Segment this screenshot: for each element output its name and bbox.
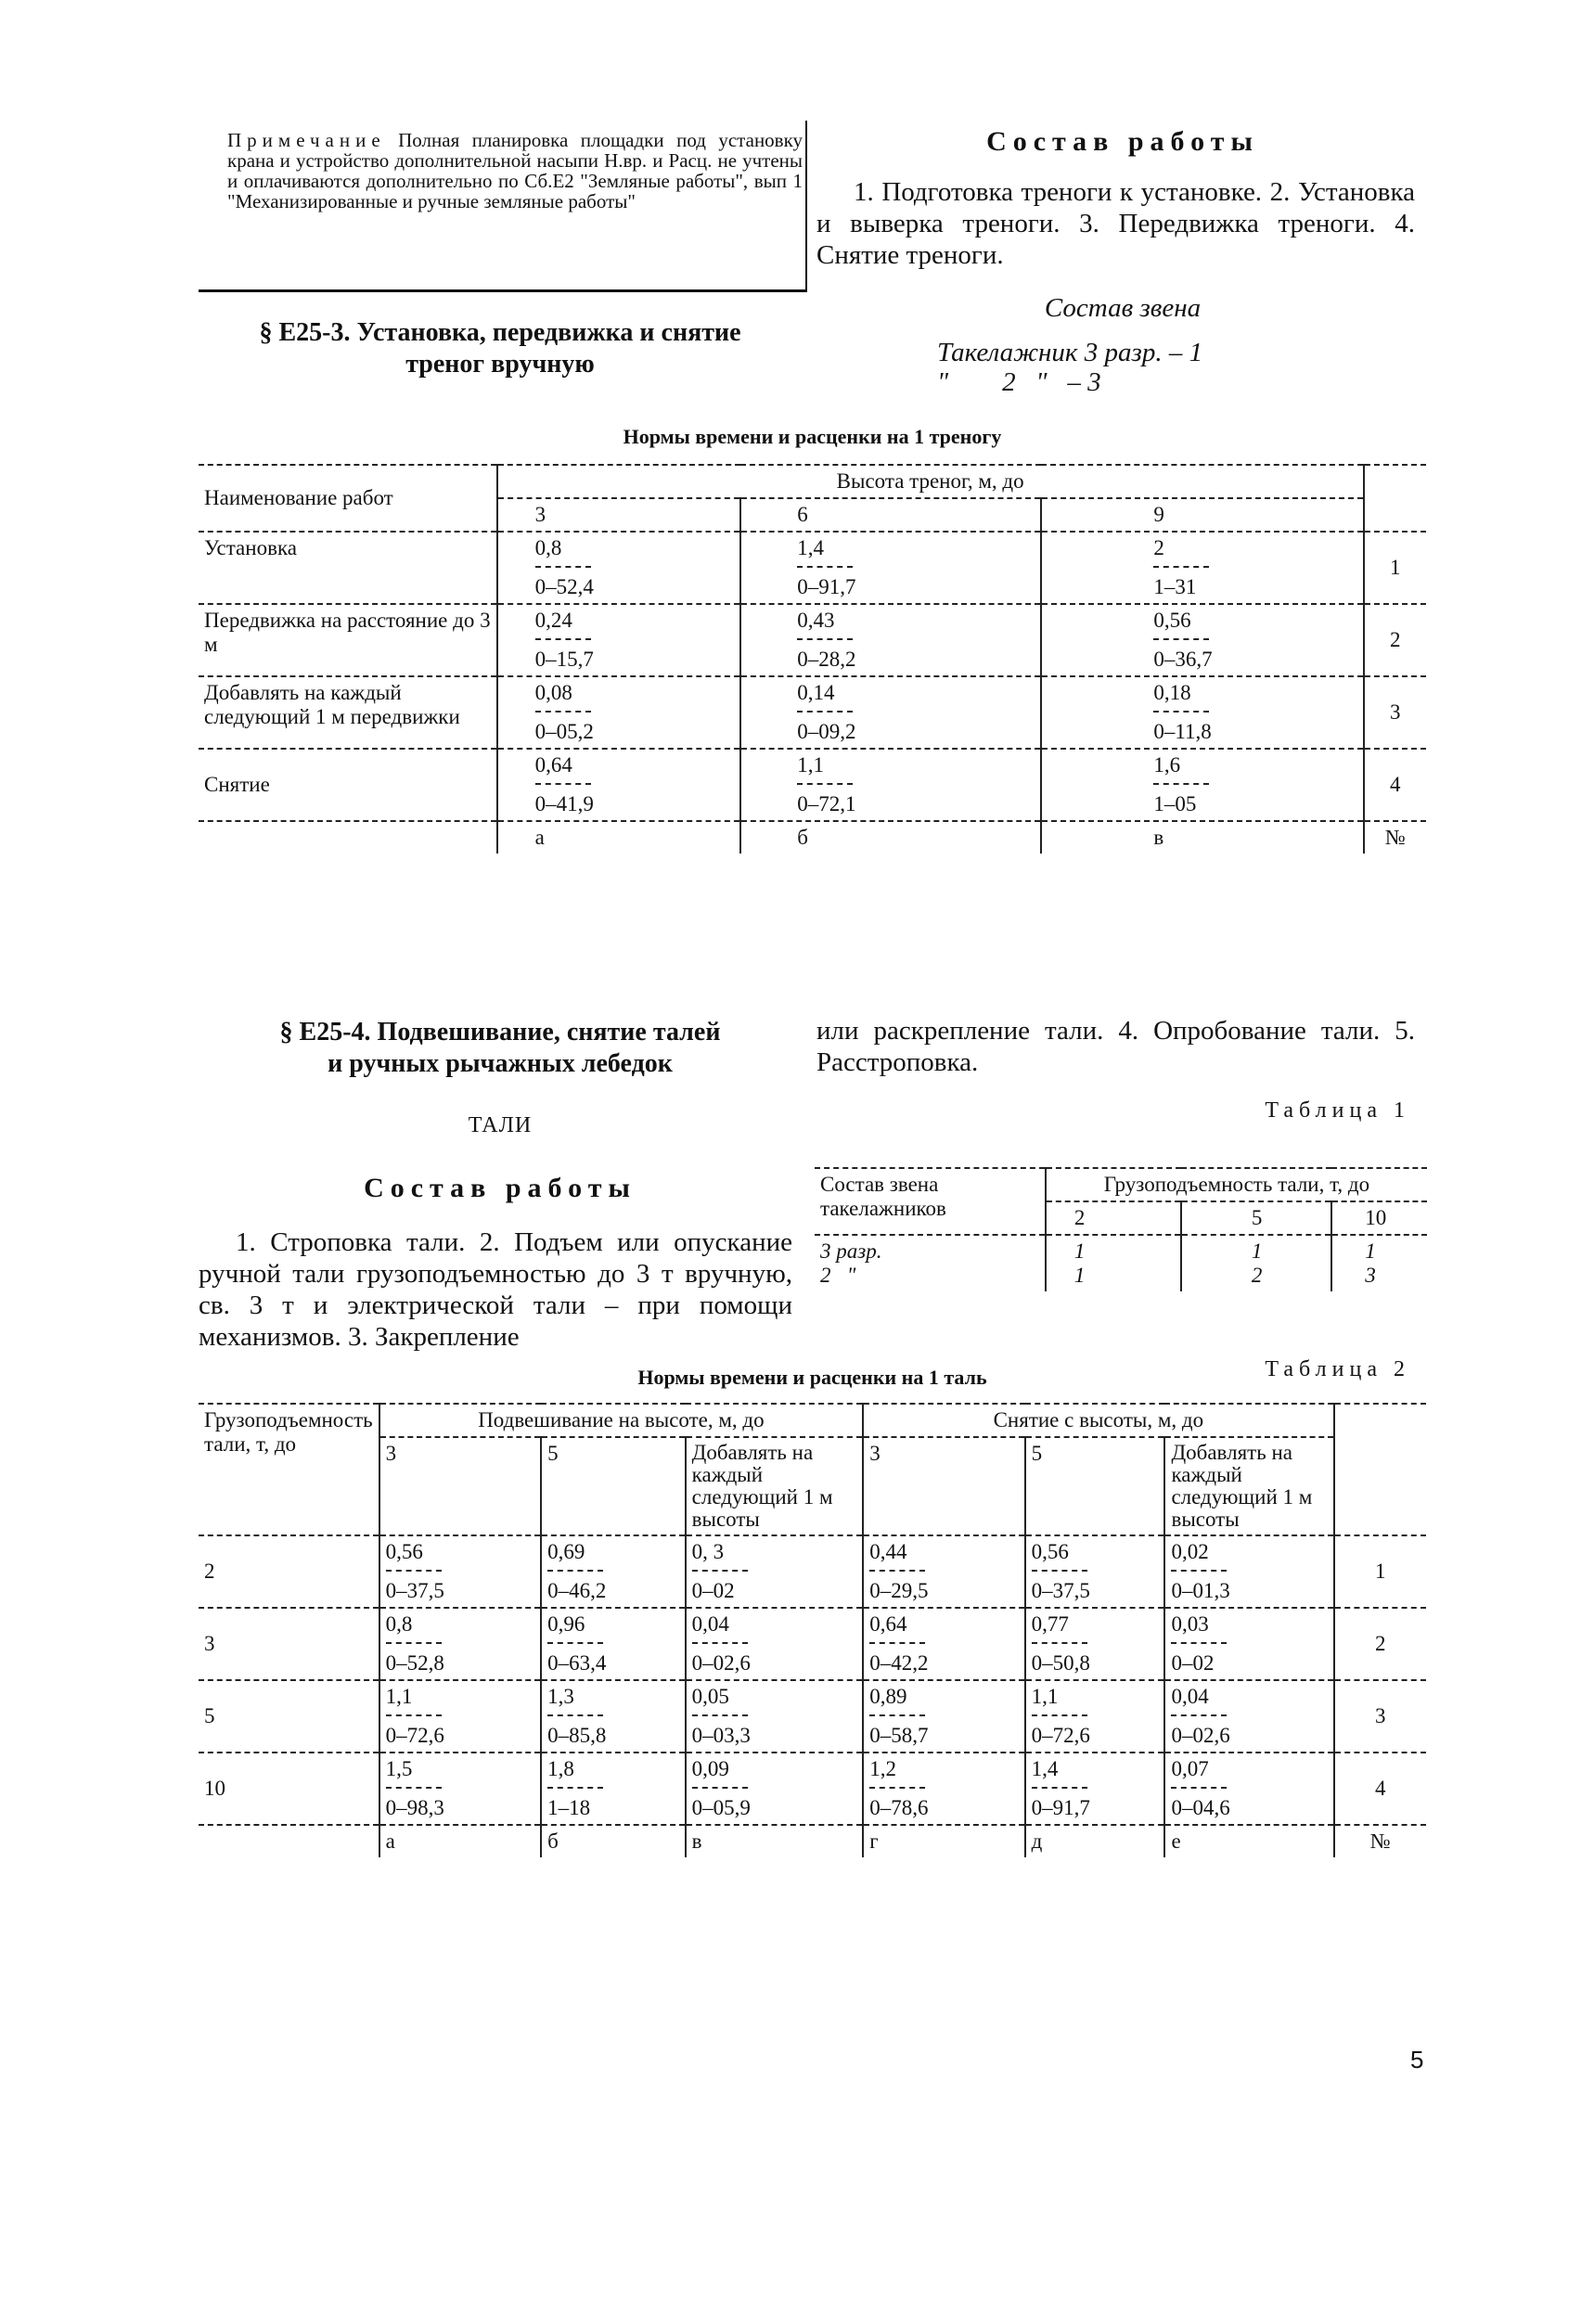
rate-value: 0–01,3 — [1171, 1579, 1230, 1602]
capacity-10: 10 — [1331, 1201, 1427, 1235]
rate-value: 0–46,2 — [547, 1579, 607, 1602]
capacity-cell: 2 — [199, 1535, 379, 1608]
crew-line-1: Такелажник 3 разр. – 1 — [937, 338, 1203, 367]
section-e25-3-title-line2: треног вручную — [405, 350, 595, 379]
rate-value: 0–72,6 — [385, 1724, 444, 1747]
row-number: 1 — [1390, 556, 1401, 579]
table1-height-6: 6 — [740, 498, 1041, 532]
table1-header-name: Наименование работ — [199, 465, 497, 532]
col-letter: а — [379, 1825, 541, 1857]
norm-value: 0,64 — [534, 753, 572, 777]
norm-value: 0,04 — [1171, 1685, 1209, 1708]
norm-value: 0, 3 — [691, 1540, 725, 1563]
norm-value: 0,43 — [797, 609, 835, 632]
crew-count: 1 — [1365, 1239, 1376, 1263]
rate-value: 0–09,2 — [797, 720, 856, 743]
work-composition-text: 1. Подготовка треноги к установке. 2. Установка и выверка треноги. 3. Передвижка треноги. 4. Снятие треноги. — [816, 177, 1415, 270]
table3-footer — [199, 1825, 1426, 1857]
norm-value: 1,6 — [1153, 753, 1181, 777]
rate-value: 1–31 — [1153, 575, 1197, 598]
rate-value: 0–63,4 — [547, 1651, 607, 1675]
table1-footer — [199, 821, 1426, 854]
rate-value: 0–03,3 — [691, 1724, 751, 1747]
rate-value: 0–15,7 — [534, 648, 594, 671]
norm-value: 0,77 — [1031, 1612, 1069, 1636]
norm-value: 0,24 — [534, 609, 572, 632]
norm-value: 0,56 — [1153, 609, 1191, 632]
row-number: 4 — [1375, 1777, 1386, 1800]
table-row — [199, 1680, 1426, 1753]
norm-value: 0,14 — [797, 681, 835, 704]
rate-value: 0–58,7 — [869, 1724, 929, 1747]
rate-value: 0–91,7 — [797, 575, 856, 598]
rate-value: 0–02 — [1171, 1651, 1215, 1675]
section-e25-4-title-line1: § Е25-4. Подвешивание, снятие талей — [279, 1018, 721, 1046]
col-letter: б — [740, 821, 1041, 854]
capacity-5: 5 — [1181, 1201, 1331, 1235]
table-row — [199, 749, 1426, 821]
norm-value: 2 — [1153, 536, 1164, 559]
note-divider-vertical — [805, 121, 807, 292]
row-number: 1 — [1375, 1560, 1386, 1583]
rate-value: 0–05,9 — [691, 1796, 751, 1819]
note-label: Примечание — [227, 129, 386, 151]
table1-row-name: Добавлять на каждый следующий 1 м передвижки — [199, 676, 497, 749]
rate-value: 1–05 — [1153, 792, 1197, 815]
work-composition-heading: Состав работы — [986, 126, 1259, 157]
norm-value: 0,09 — [691, 1757, 729, 1780]
norm-value: 1,5 — [385, 1757, 413, 1780]
crew-count: 1 — [1046, 1264, 1181, 1291]
rate-value: 0–52,4 — [534, 575, 594, 598]
rate-value: 0–91,7 — [1031, 1796, 1090, 1819]
norm-value: 0,56 — [1031, 1540, 1069, 1563]
table2-header-capacity: Грузоподъемность тали, т, до — [1046, 1168, 1427, 1201]
table-tripod-norms — [199, 464, 1426, 854]
norm-value: 0,44 — [869, 1540, 907, 1563]
table3-header-capacity: Грузоподъемность тали, т, до — [199, 1404, 379, 1535]
norm-value: 0,08 — [534, 681, 572, 704]
table-row — [199, 532, 1426, 604]
section-e25-3-title — [199, 317, 802, 380]
rate-value: 1–18 — [547, 1796, 591, 1819]
col-letter: а — [497, 821, 741, 854]
norm-value: 0,8 — [534, 536, 562, 559]
col-letter: б — [541, 1825, 686, 1857]
work-composition-heading-2: Состав работы — [364, 1173, 636, 1203]
norm-value: 0,56 — [385, 1540, 423, 1563]
table3-subcol: Добавлять на каждый следующий 1 м высоты — [1164, 1437, 1333, 1535]
crew-line-2: " 2 " – 3 — [937, 367, 1101, 397]
table-row — [199, 1753, 1426, 1825]
norm-value: 1,8 — [547, 1757, 574, 1780]
table1-header-group: Высота треног, м, до — [497, 465, 1364, 498]
norm-value: 0,64 — [869, 1612, 907, 1636]
norm-value: 0,07 — [1171, 1757, 1209, 1780]
crew-grade: 2 " — [815, 1264, 1046, 1291]
rate-value: 0–85,8 — [547, 1724, 607, 1747]
rate-value: 0–78,6 — [869, 1796, 929, 1819]
col-letter: в — [686, 1825, 864, 1857]
table-row — [815, 1235, 1427, 1264]
table3-caption: Нормы времени и расценки на 1 таль — [637, 1366, 987, 1389]
rate-value: 0–02,6 — [1171, 1724, 1230, 1747]
col-letter: д — [1025, 1825, 1165, 1857]
rate-value: 0–72,1 — [797, 792, 856, 815]
norm-value: 0,04 — [691, 1612, 729, 1636]
rate-value: 0–04,6 — [1171, 1796, 1230, 1819]
col-letter: е — [1164, 1825, 1333, 1857]
norm-value: 1,4 — [1031, 1757, 1059, 1780]
rate-value: 0–41,9 — [534, 792, 594, 815]
crew-count: 2 — [1181, 1264, 1331, 1291]
norm-value: 1,1 — [1031, 1685, 1059, 1708]
norm-value: 0,96 — [547, 1612, 585, 1636]
table-label-1: Таблица 1 — [1265, 1098, 1410, 1123]
table2-header-crew: Состав звена такелажников — [815, 1168, 1046, 1235]
norm-value: 1,2 — [869, 1757, 896, 1780]
table3-subcol: 3 — [379, 1437, 541, 1535]
table-row — [199, 676, 1426, 749]
norm-value: 1,1 — [385, 1685, 413, 1708]
table3-subcol: 3 — [863, 1437, 1024, 1535]
norm-value: 1,4 — [797, 536, 824, 559]
crew-count: 1 — [1181, 1235, 1331, 1264]
rate-value: 0–98,3 — [385, 1796, 444, 1819]
table1-height-3: 3 — [497, 498, 741, 532]
section-e25-4-title-line2: и ручных рычажных лебедок — [328, 1049, 673, 1078]
row-number: 3 — [1390, 700, 1401, 724]
section-e25-4-title — [199, 1017, 802, 1080]
col-letter: г — [863, 1825, 1024, 1857]
crew-count: 3 — [1365, 1264, 1376, 1287]
table1-height-9: 9 — [1041, 498, 1363, 532]
note-block — [227, 130, 803, 212]
table3-header-hang: Подвешивание на высоте, м, до — [379, 1404, 864, 1437]
capacity-cell: 3 — [199, 1608, 379, 1680]
rate-value: 0–42,2 — [869, 1651, 929, 1675]
rate-value: 0–05,2 — [534, 720, 594, 743]
table-crew-composition — [815, 1167, 1427, 1291]
table1-caption: Нормы времени и расценки на 1 треногу — [623, 425, 1002, 448]
page-number: 5 — [1410, 2046, 1424, 2074]
capacity-cell: 10 — [199, 1753, 379, 1825]
norm-value: 1,3 — [547, 1685, 574, 1708]
section-e25-4-text-left: 1. Строповка тали. 2. Подъем или опускание ручной тали грузоподъемностью до 3 т вручную, св. 3 т и электрической тали – при помощи механизмов. 3. Закрепление — [199, 1227, 792, 1352]
table-label-2: Таблица 2 — [1265, 1357, 1410, 1381]
row-number: 3 — [1375, 1704, 1386, 1727]
rate-value: 0–37,5 — [1031, 1579, 1090, 1602]
norm-value: 0,03 — [1171, 1612, 1209, 1636]
table-row — [199, 604, 1426, 676]
col-letter: № — [1369, 1830, 1391, 1853]
note-divider-horizontal — [199, 289, 807, 292]
col-letter: № — [1384, 826, 1406, 849]
row-number: 2 — [1375, 1632, 1386, 1655]
rate-value: 0–29,5 — [869, 1579, 929, 1602]
rate-value: 0–11,8 — [1153, 720, 1212, 743]
table3-subcol: 5 — [541, 1437, 686, 1535]
rate-value: 0–02 — [691, 1579, 735, 1602]
table-row — [815, 1264, 1427, 1291]
crew-composition-heading: Состав звена — [1044, 293, 1202, 323]
rate-value: 0–28,2 — [797, 648, 856, 671]
section-subtitle: ТАЛИ — [468, 1113, 533, 1137]
rate-value: 0–36,7 — [1153, 648, 1213, 671]
col-letter: в — [1041, 821, 1363, 854]
norm-value: 0,8 — [385, 1612, 413, 1636]
row-number: 4 — [1390, 773, 1401, 796]
table-row — [199, 1535, 1426, 1608]
note-text: Полная планировка площадки под установку крана и устройство дополнительной насыпи Н.вр. и Расц. не учтены и оплачиваются дополнительно по Сб.Е2 "Земляные работы", вып 1 "Механизированные и ручные земляные работы" — [227, 129, 803, 212]
table-row — [199, 1608, 1426, 1680]
row-number: 2 — [1390, 628, 1401, 651]
table1-row-name: Передвижка на расстояние до 3 м — [199, 604, 497, 676]
table1-row-name: Снятие — [199, 749, 497, 821]
norm-value: 0,69 — [547, 1540, 585, 1563]
table1-row-name: Установка — [199, 532, 497, 604]
table3-header-remove: Снятие с высоты, м, до — [863, 1404, 1333, 1437]
table3-subcol: Добавлять на каждый следующий 1 м высоты — [686, 1437, 864, 1535]
section-e25-3-title-line1: § Е25-3. Установка, передвижка и снятие — [259, 318, 741, 347]
rate-value: 0–52,8 — [385, 1651, 444, 1675]
section-e25-4-text-right: или раскрепление тали. 4. Опробование тали. 5. Расстроповка. — [816, 1016, 1415, 1077]
rate-value: 0–02,6 — [691, 1651, 751, 1675]
norm-value: 0,18 — [1153, 681, 1191, 704]
norm-value: 1,1 — [797, 753, 824, 777]
rate-value: 0–50,8 — [1031, 1651, 1090, 1675]
capacity-cell: 5 — [199, 1680, 379, 1753]
table3-subcol: 5 — [1025, 1437, 1165, 1535]
table-hoist-norms — [199, 1403, 1426, 1857]
crew-grade: 3 разр. — [815, 1235, 1046, 1264]
crew-count: 1 — [1046, 1235, 1181, 1264]
rate-value: 0–72,6 — [1031, 1724, 1090, 1747]
capacity-2: 2 — [1046, 1201, 1181, 1235]
norm-value: 0,02 — [1171, 1540, 1209, 1563]
norm-value: 0,89 — [869, 1685, 907, 1708]
norm-value: 0,05 — [691, 1685, 729, 1708]
rate-value: 0–37,5 — [385, 1579, 444, 1602]
